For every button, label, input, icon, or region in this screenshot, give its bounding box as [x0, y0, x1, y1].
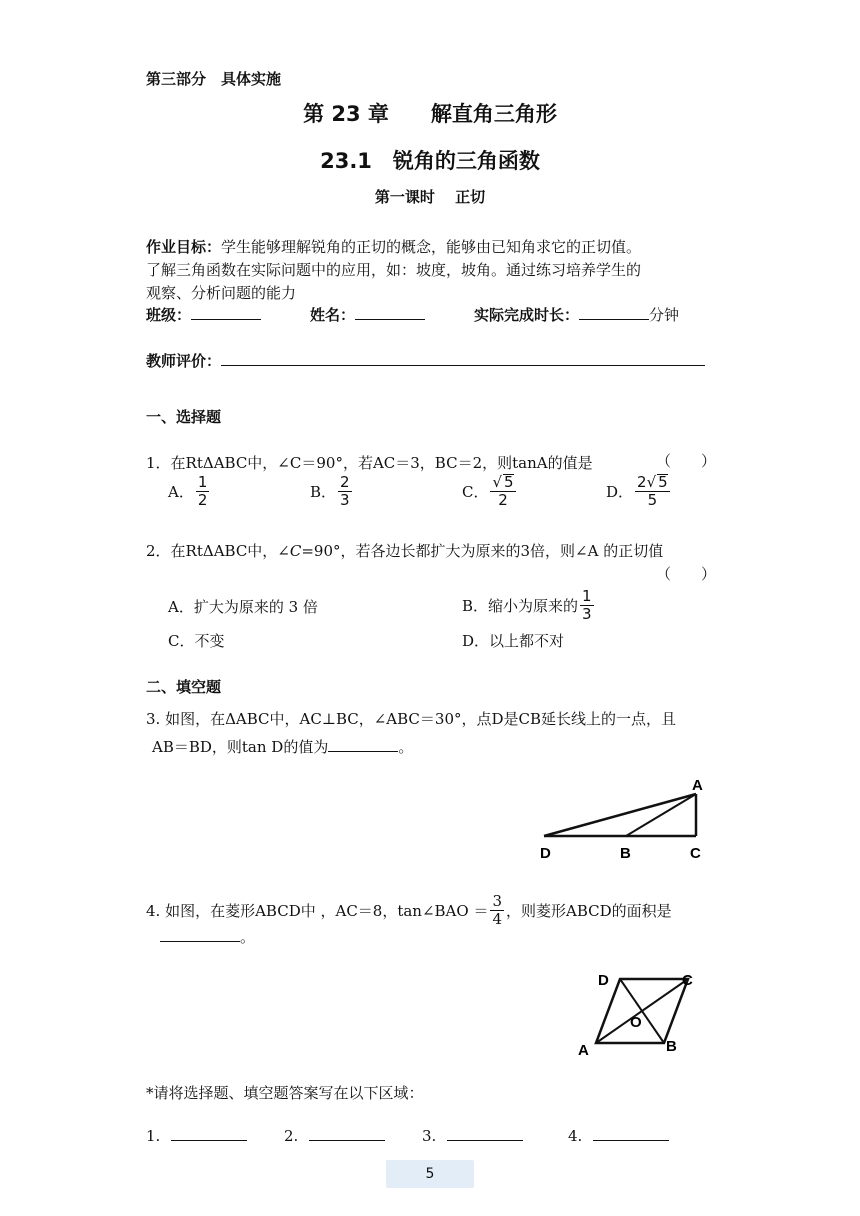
q3-label-d: D — [540, 845, 551, 862]
q1-option-c-fraction — [490, 474, 515, 509]
answer-note: *请将选择题、填空题答案写在以下区域： — [146, 1084, 424, 1102]
q4-diagonal-bd — [620, 979, 664, 1043]
teacher-blank[interactable] — [221, 365, 705, 366]
q1-option-b-den: 3 — [340, 491, 350, 509]
q3-line-da — [544, 794, 696, 836]
answer-4 — [568, 1127, 669, 1145]
answer-1-blank[interactable] — [171, 1140, 247, 1141]
q4-fraction — [490, 893, 504, 928]
q2-option-b-fraction — [580, 588, 594, 623]
q4-blank[interactable] — [160, 941, 240, 942]
time-unit: 分钟 — [649, 306, 680, 324]
q4-fraction-num: 3 — [492, 892, 503, 910]
name-field — [310, 304, 425, 325]
q1-option-d-num: 2√ 5 — [637, 473, 668, 491]
goal-label: 作业目标： — [146, 238, 222, 256]
teacher-field — [146, 350, 705, 371]
q1-option-c-radicand: 5 — [504, 473, 514, 491]
answer-3-label: 3. — [422, 1127, 437, 1145]
q1-option-d-label: D． — [606, 483, 634, 501]
q1-option-b-label: B． — [310, 483, 337, 501]
q1-option-d-coef: 2 — [637, 473, 647, 491]
answer-2-label: 2. — [284, 1127, 299, 1145]
q1-option-d-fraction — [635, 474, 670, 509]
part-heading: 第三部分 具体实施 — [146, 70, 282, 88]
q1-option-c-label: C． — [462, 483, 489, 501]
lesson-title: 第一课时 正切 — [374, 188, 486, 206]
q1-option-a-label: A． — [168, 483, 194, 501]
q1-option-a-num: 1 — [197, 473, 208, 491]
answer-1-label: 1. — [146, 1127, 161, 1145]
q4-stem-line-2 — [160, 926, 255, 947]
answer-4-blank[interactable] — [593, 1140, 669, 1141]
q3-stem-line-1: 3. 如图，在ΔABC中，AC⊥BC，∠ABC＝30°，点D是CB延长线上的一点，且 — [146, 710, 677, 728]
answer-2 — [284, 1127, 385, 1145]
q4-stem-line-1 — [146, 893, 672, 928]
q4-stem-text: 4. 如图，在菱形ABCD中 ，AC＝8，tan∠BAO ＝ — [146, 902, 489, 920]
q4-label-a: A — [578, 1042, 589, 1059]
class-field — [146, 304, 261, 325]
q4-label-c: C — [682, 972, 693, 989]
class-blank[interactable] — [191, 319, 261, 320]
goal-line-3: 观察、分析问题的能力 — [146, 284, 297, 302]
name-label: 姓名： — [310, 306, 356, 324]
q3-label-b: B — [620, 845, 631, 862]
answer-1 — [146, 1127, 247, 1145]
q3-line-ba — [626, 794, 696, 836]
q1-option-a[interactable] — [168, 474, 211, 509]
q1-answer-paren: （ ） — [656, 452, 717, 470]
time-label: 实际完成时长： — [474, 306, 580, 324]
q2-stem-pre: 2．在RtΔABC中， — [146, 542, 278, 560]
q1-option-b[interactable] — [310, 474, 354, 509]
q1-option-c-num: √ 5 — [492, 473, 514, 491]
q2-option-b[interactable] — [462, 588, 596, 623]
q3-blank[interactable] — [328, 751, 398, 752]
q1-option-d-radicand: 5 — [658, 473, 668, 491]
class-label: 班级： — [146, 306, 192, 324]
q1-option-b-fraction — [338, 474, 352, 509]
q1-option-a-fraction — [196, 474, 210, 509]
q2-option-a[interactable]: A．扩大为原来的 3 倍 — [168, 598, 318, 616]
q2-option-b-text: B．缩小为原来的 — [462, 597, 579, 615]
q1-option-c-den: 2 — [498, 491, 508, 509]
section-title: 23.1 锐角的三角函数 — [320, 149, 540, 173]
section-choice-title: 一、选择题 — [146, 408, 222, 426]
answer-3-blank[interactable] — [447, 1140, 523, 1141]
q2-stem — [146, 540, 663, 561]
q3-label-a: A — [692, 777, 703, 794]
q2-option-d[interactable]: D．以上都不对 — [462, 632, 565, 650]
section-fill-title: 二、填空题 — [146, 678, 222, 696]
q1-option-d-den: 5 — [647, 491, 658, 509]
goal-text-1: 学生能够理解锐角的正切的概念，能够由已知角求它的正切值。 — [221, 238, 642, 256]
q3-triangle-figure — [530, 772, 720, 864]
teacher-label: 教师评价： — [146, 352, 222, 370]
q4-label-d: D — [598, 972, 609, 989]
q4-fraction-den: 4 — [492, 910, 503, 928]
q2-option-c[interactable]: C．不变 — [168, 632, 225, 650]
page-number: 5 — [386, 1160, 474, 1188]
q2-answer-paren: （ ） — [656, 565, 717, 583]
answer-2-blank[interactable] — [309, 1140, 385, 1141]
chapter-title: 第 23 章 解直角三角形 — [303, 102, 557, 126]
q4-label-b: B — [666, 1038, 677, 1055]
q1-option-c[interactable] — [462, 474, 518, 509]
q1-option-b-num: 2 — [340, 473, 350, 491]
q1-stem: 1．在RtΔABC中，∠C＝90°，若AC＝3，BC＝2，则tanA的值是 — [146, 454, 593, 472]
q4-stem-end: 。 — [240, 928, 256, 946]
q3-label-c: C — [690, 845, 701, 862]
answer-4-label: 4. — [568, 1127, 583, 1145]
q3-stem-line-2 — [152, 736, 413, 757]
goal-line-1 — [146, 236, 641, 257]
q1-option-a-den: 2 — [197, 491, 208, 509]
q4-rhombus-figure — [570, 965, 700, 1061]
q4-label-o: O — [630, 1014, 642, 1031]
time-field — [474, 304, 679, 325]
time-blank[interactable] — [579, 319, 649, 320]
goal-line-2: 了解三角函数在实际问题中的应用，如：坡度，坡角。通过练习培养学生的 — [146, 261, 642, 279]
q2-stem-post: =90°，若各边长都扩大为原来的3倍，则∠A 的正切值 — [301, 542, 664, 560]
q1-option-d[interactable] — [606, 474, 672, 509]
q2-option-b-den: 3 — [582, 605, 592, 623]
q2-stem-angle: ∠C — [277, 542, 302, 560]
q4-stem-text-end: ，则菱形ABCD的面积是 — [506, 902, 672, 920]
q3-stem-text: AB＝BD，则tan D的值为 — [152, 738, 329, 756]
name-blank[interactable] — [355, 319, 425, 320]
answer-3 — [422, 1127, 523, 1145]
q3-stem-end: 。 — [398, 738, 414, 756]
q2-option-b-num: 1 — [582, 587, 592, 605]
